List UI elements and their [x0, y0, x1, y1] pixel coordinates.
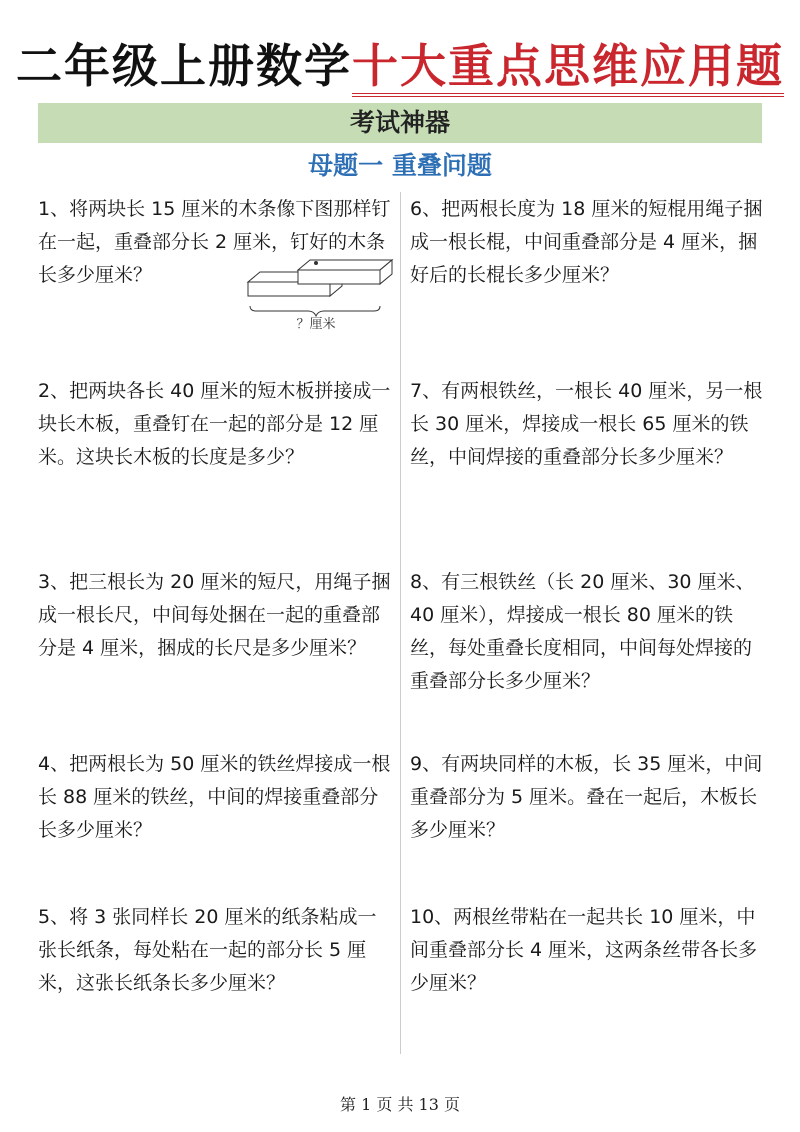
title-grade: 二年级上册数学	[16, 39, 352, 93]
section-subtitle: 母题一 重叠问题	[308, 151, 492, 180]
question-1: 1、将两块长 15 厘米的木条像下图那样钉在一起，重叠部分长 2 厘米，钉好的木条长多少厘米？	[38, 198, 391, 286]
column-divider	[400, 192, 401, 1054]
question-4: 4、把两根长为 50 厘米的铁丝焊接成一根长 88 厘米的铁丝，中间的焊接重叠部分长多少厘米？	[38, 753, 391, 841]
question-5: 5、将 3 张同样长 20 厘米的纸条粘成一张长纸条，每处粘在一起的部分长 5 厘米，这张长纸条长多少厘米？	[38, 906, 377, 994]
page-title	[0, 30, 800, 100]
question-7: 7、有两根铁丝，一根长 40 厘米，另一根长 30 厘米，焊接成一根长 65 厘米的铁丝，中间焊接的重叠部分长多少厘米？	[410, 380, 763, 468]
question-6: 6、把两根长度为 18 厘米的短棍用绳子捆成一根长棍，中间重叠部分是 4 厘米，捆好后的长棍长多少厘米？	[410, 198, 763, 286]
banner: 考试神器	[38, 103, 762, 143]
question-10: 10、两根丝带粘在一起共长 10 厘米，中间重叠部分长 4 厘米，这两条丝带各长多少厘米？	[410, 906, 758, 994]
page-number: 第 1 页 共 13 页	[340, 1095, 460, 1114]
diagram-label: ？厘米	[296, 317, 336, 330]
question-8: 8、有三根铁丝（长 20 厘米、30 厘米、40 厘米），焊接成一根长 80 厘米的铁丝，每处重叠长度相同，中间每处焊接的重叠部分长多少厘米？	[410, 571, 755, 692]
question-3: 3、把三根长为 20 厘米的短尺，用绳子捆成一根长尺，中间每处捆在一起的重叠部分是 4 厘米，捆成的长尺是多少厘米？	[38, 571, 391, 659]
question-2: 2、把两块各长 40 厘米的短木板拼接成一块长木板，重叠钉在一起的部分是 12 厘米。这块长木板的长度是多少？	[38, 380, 391, 468]
question-9: 9、有两块同样的木板，长 35 厘米，中间重叠部分为 5 厘米。叠在一起后，木板长多少厘米？	[410, 753, 763, 841]
title-topic: 十大重点思维应用题	[352, 39, 784, 97]
wood-strip-diagram	[246, 258, 396, 330]
